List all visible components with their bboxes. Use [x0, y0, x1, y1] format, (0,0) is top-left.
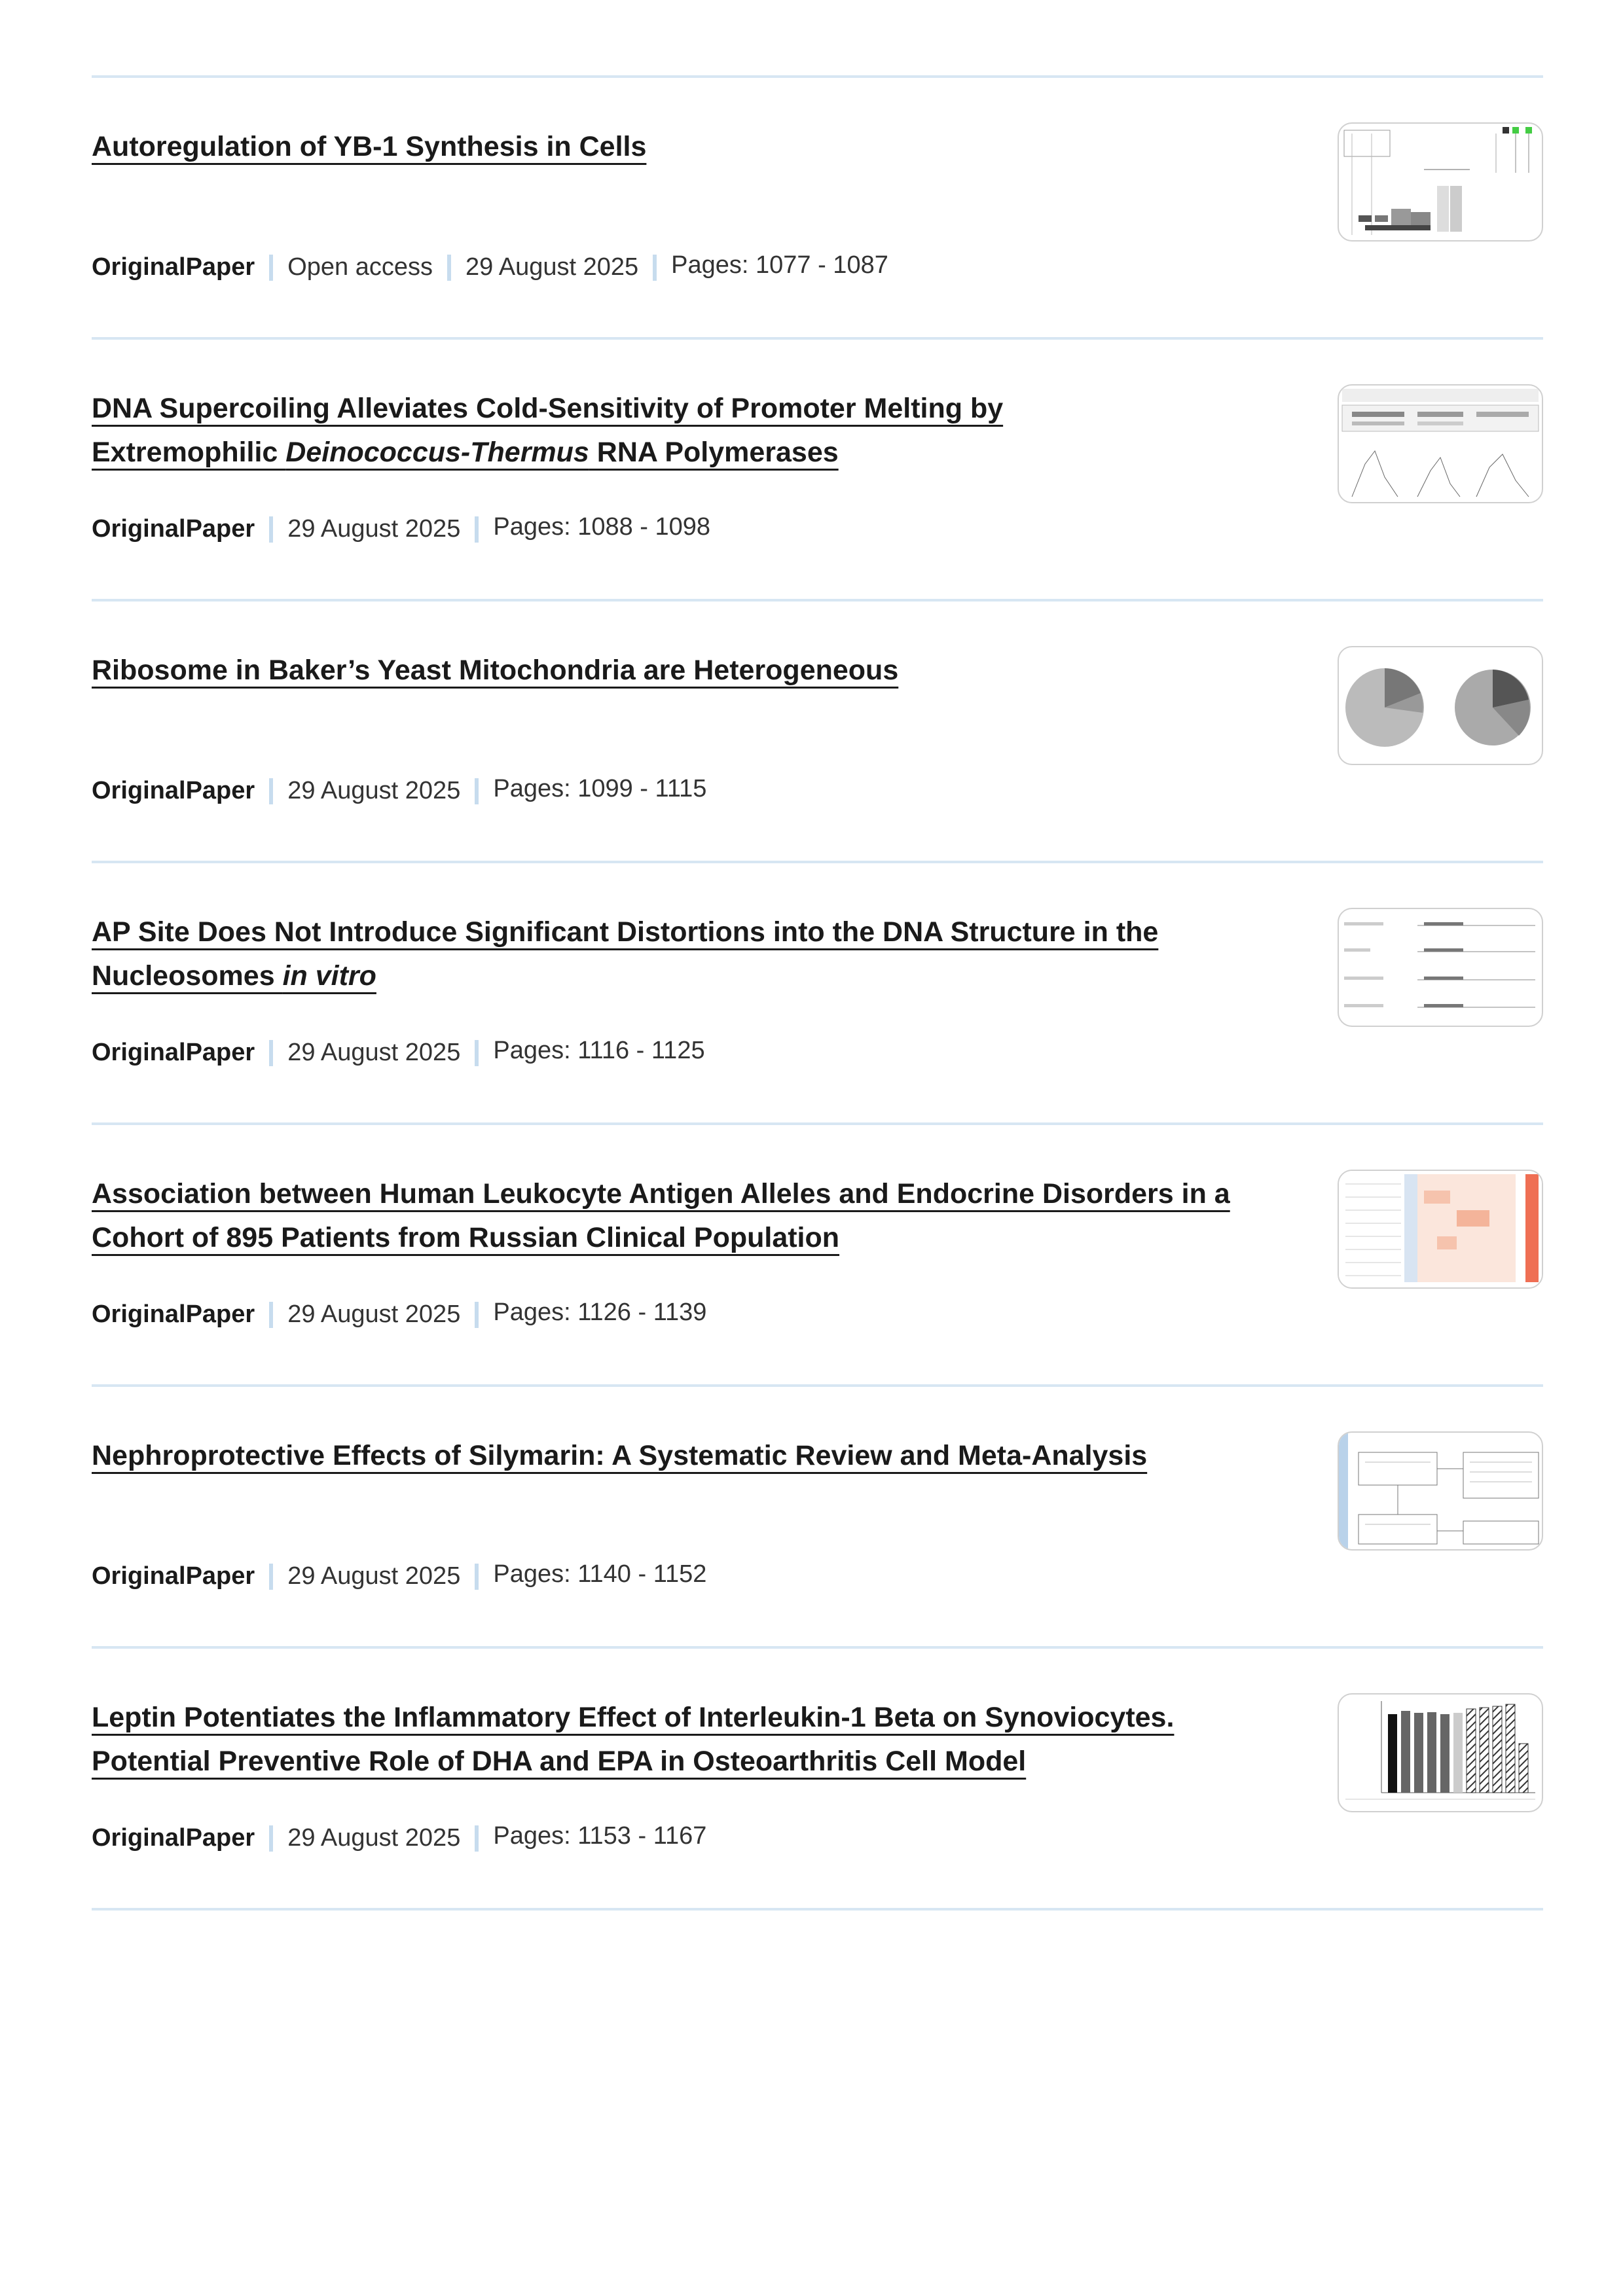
- meta-separator: [269, 1040, 273, 1066]
- content-type-label: OriginalPaper: [92, 515, 255, 543]
- article-title-link[interactable]: Autoregulation of YB-1 Synthesis in Cells: [92, 131, 647, 162]
- article-item: [92, 340, 1543, 601]
- title-text: Association between Human Leukocyte Antigen Alleles and Endocrine Disorders in a: [92, 1178, 1230, 1210]
- publication-date: 29 August 2025: [287, 1562, 461, 1590]
- article-meta: [92, 515, 710, 543]
- article-thumbnail[interactable]: [1338, 122, 1543, 242]
- article-meta: [92, 1562, 706, 1590]
- article-list: [92, 75, 1543, 1910]
- title-text: Cohort of 895 Patients from Russian Clinical Population: [92, 1222, 840, 1253]
- publication-date: 29 August 2025: [287, 1300, 461, 1328]
- meta-separator: [269, 1825, 273, 1852]
- page-range: Pages: 1088 - 1098: [493, 513, 711, 541]
- publication-date: 29 August 2025: [287, 1039, 461, 1066]
- gel-blot-figure-icon: [1339, 124, 1542, 240]
- title-text: Leptin Potentiates the Inflammatory Effect of Interleukin-1 Beta on Synoviocytes.: [92, 1702, 1175, 1733]
- page-range: Pages: 1077 - 1087: [671, 251, 888, 279]
- meta-separator: [475, 516, 479, 543]
- title-text: DNA Supercoiling Alleviates Cold-Sensitivity of Promoter Melting by: [92, 393, 1004, 424]
- meta-separator: [269, 255, 273, 281]
- article-item: [92, 863, 1543, 1125]
- article-meta: [92, 1824, 706, 1852]
- gel-panel-figure-icon: [1339, 386, 1542, 502]
- publication-date: 29 August 2025: [287, 777, 461, 804]
- title-italic-text: Deinococcus-Thermus: [285, 437, 589, 468]
- flowchart-figure-icon: [1339, 1433, 1542, 1549]
- meta-separator: [653, 255, 657, 281]
- meta-separator: [447, 255, 451, 281]
- page-range: Pages: 1099 - 1115: [493, 775, 707, 802]
- heatmap-table-figure-icon: [1339, 1171, 1542, 1287]
- meta-separator: [475, 778, 479, 804]
- content-type-label: OriginalPaper: [92, 1300, 255, 1328]
- article-title-link[interactable]: [92, 916, 1158, 992]
- article-meta: [92, 1300, 706, 1329]
- meta-separator: [269, 516, 273, 543]
- publication-date: 29 August 2025: [287, 515, 461, 543]
- meta-separator: [269, 778, 273, 804]
- article-item: [92, 601, 1543, 863]
- article-thumbnail[interactable]: [1338, 1693, 1543, 1812]
- pie-chart-figure-icon: [1339, 647, 1542, 764]
- article-thumbnail[interactable]: [1338, 908, 1543, 1027]
- content-type-label: OriginalPaper: [92, 1562, 255, 1590]
- bar-chart-figure-icon: [1339, 1695, 1542, 1811]
- article-thumbnail[interactable]: [1338, 1431, 1543, 1551]
- article-meta: [92, 253, 888, 281]
- sequence-diagram-figure-icon: [1339, 909, 1542, 1026]
- meta-separator: [269, 1564, 273, 1590]
- content-type-label: OriginalPaper: [92, 777, 255, 804]
- publication-date: 29 August 2025: [465, 253, 639, 281]
- title-text: RNA Polymerases: [589, 437, 839, 468]
- page-range: Pages: 1153 - 1167: [493, 1822, 707, 1850]
- title-text: Potential Preventive Role of DHA and EPA in Osteoarthritis Cell Model: [92, 1746, 1027, 1777]
- meta-separator: [475, 1564, 479, 1590]
- content-type-label: OriginalPaper: [92, 1039, 255, 1066]
- article-title-link[interactable]: [92, 393, 1003, 468]
- title-italic-text: in vitro: [282, 960, 376, 992]
- publication-date: 29 August 2025: [287, 1824, 461, 1852]
- page-range: Pages: 1116 - 1125: [493, 1037, 705, 1064]
- page-range: Pages: 1140 - 1152: [493, 1560, 707, 1588]
- meta-separator: [475, 1825, 479, 1852]
- open-access-label: Open access: [287, 253, 433, 281]
- title-text: Nucleosomes: [92, 960, 283, 992]
- article-item: [92, 78, 1543, 340]
- article-item: [92, 1387, 1543, 1649]
- article-meta: [92, 777, 706, 805]
- meta-separator: [269, 1302, 273, 1328]
- article-item: [92, 1649, 1543, 1910]
- meta-separator: [475, 1040, 479, 1066]
- article-title-link[interactable]: Ribosome in Baker’s Yeast Mitochondria are Heterogeneous: [92, 655, 899, 686]
- title-text: Extremophilic: [92, 437, 286, 468]
- article-thumbnail[interactable]: [1338, 384, 1543, 503]
- content-type-label: OriginalPaper: [92, 253, 255, 281]
- title-text: AP Site Does Not Introduce Significant Distortions into the DNA Structure in the: [92, 916, 1159, 948]
- article-title-link[interactable]: Nephroprotective Effects of Silymarin: A Systematic Review and Meta-Analysis: [92, 1440, 1148, 1471]
- page-range: Pages: 1126 - 1139: [493, 1299, 707, 1326]
- content-type-label: OriginalPaper: [92, 1824, 255, 1852]
- article-title-link[interactable]: [92, 1178, 1230, 1253]
- article-title-link[interactable]: [92, 1702, 1174, 1777]
- article-item: [92, 1125, 1543, 1387]
- meta-separator: [475, 1302, 479, 1328]
- article-thumbnail[interactable]: [1338, 646, 1543, 765]
- article-meta: [92, 1039, 705, 1067]
- article-thumbnail[interactable]: [1338, 1170, 1543, 1289]
